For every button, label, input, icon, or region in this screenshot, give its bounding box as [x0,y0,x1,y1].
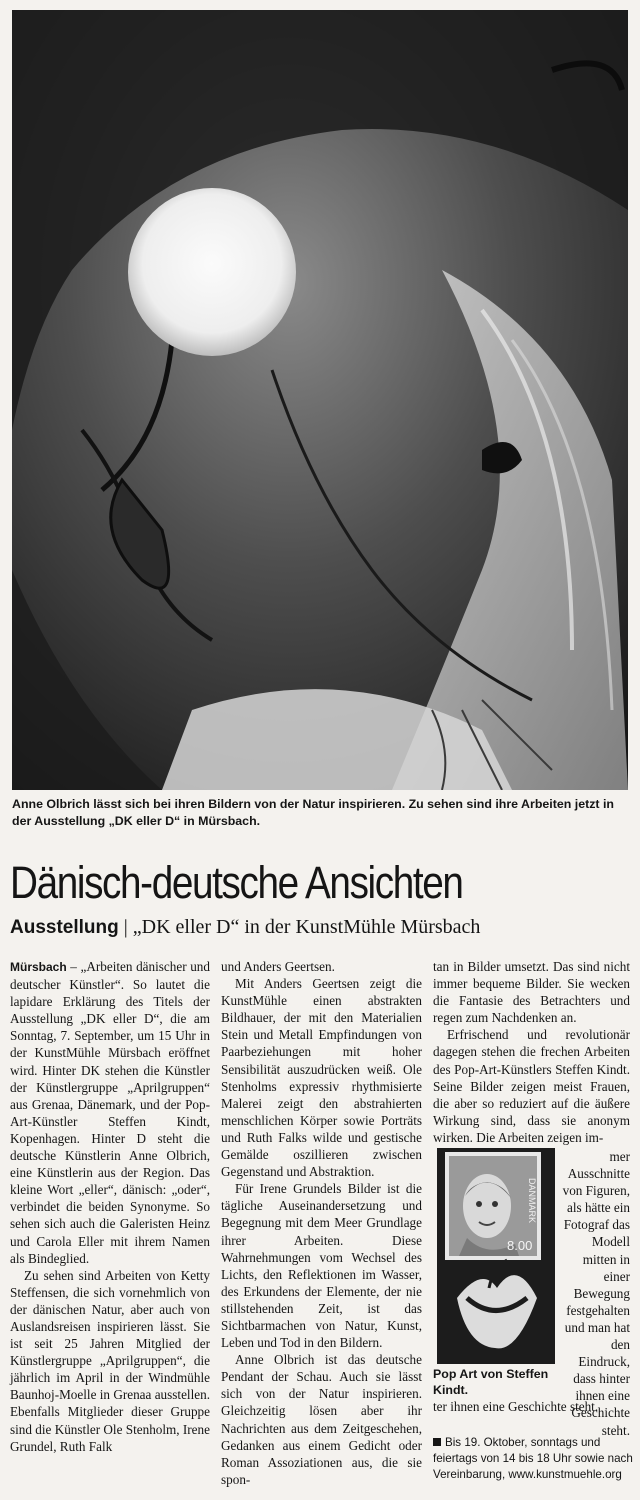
artwork-painting [12,10,628,790]
stamp-artwork-image [437,1148,555,1364]
paragraph-text: mer Ausschnitte von Figuren, als hätte ein Fotograf das Modell mitten in einer Bewegung festgehalten und man hat den Eindruck, dass hinter ihnen eine Geschichte steht. [562,1149,630,1438]
artwork-photo [12,10,628,790]
paragraph: Zu sehen sind Arbeiten von Ketty Steffensen, die sich vornehmlich von der dänischen Natur, aber auch von Auslandsreisen inspirieren lässt. Sie ist seit 25 Jahren Mitglied der Künstlergruppe „Aprilgruppen“, die jährlich im April in der Windmühle Baunhoj-Moelle in Grenaa ausstellen. Ebenfalls Mitglieder dieser Gruppe sind die Künstler Ole Stenholm, Irene Grundel, Ruth Falk [10,1267,210,1454]
subheadline-kicker: Ausstellung [10,917,119,938]
paragraph: tan in Bilder umsetzt. Das sind nicht immer bequeme Bilder. Sie wecken die Fantasie des Betrachters und regen zum Nachdenken an. [433,959,630,1026]
paragraph-text: – „Arbeiten dänischer und deutscher Künstler“. So lautet die lapidare Erklärung des Titels der Ausstellung „DK eller D“, die am Sonntag, 7. September, um 15 Uhr in der KunstMühle Mürsbach eröffnet wird. Hinter DK stehen die Künstler der Künstlergruppe „Aprilgruppen“ aus Grenaa, Dänemark, und der Pop-Art-Künstler Steffen Kindt, Kopenhagen. Hinter D steht die deutsche Künstlerin Anne Olbrich, eine Künstlerin aus der Region. Das kleine Wort „eller“, dänisch: „oder“, verbindet die beiden Synonyme. So sehen sich auch die Galeristen Heinz und Carola Eller mit ihrem Namen als Bindeglied. [10,959,210,1266]
paragraph: Mit Anders Geertsen zeigt die KunstMühle einen abstrakten Bildhauer, der mit den Materialien Stein und Metall Empfindungen von Paarbeziehungen mit hoher Sensibilität auszudrücken weiß. Ole Stenholms expressiv rhythmisierte Malerei zeigt den abstrahierten menschlichen Körper sowie Porträts und Ruth Falks wilde und gestische Gemälde oszillieren zwischen Gegenstand und Abstraktion. [221,976,422,1180]
stamp-value-text: 8.00 [507,1238,533,1253]
article-wrap-text [562,1148,630,1439]
exhibition-info-text: Bis 19. Oktober, sonntags und feiertags von 14 bis 18 Uhr sowie nach Vereinbarung, www.kunstmuehle.org [433,1436,633,1481]
headline: Dänisch-deutsche Ansichten [10,857,463,908]
paragraph: und Anders Geertsen. [221,959,335,974]
article-tail: ter ihnen eine Geschichte steht. [433,1399,599,1414]
paragraph: Für Irene Grundels Bilder ist die tägliche Auseinandersetzung und Begegnung mit dem Meer Grundlage ihrer Arbeiten. Diese Wahrnehmungen vom Wechsel des Lichts, den Reflektionen im Wasser, des Erkundens der Elemente, der nie stillstehenden Zeit, ist das Sichtbarmachen von Natur, Kunst, Leben und Tod in den Bildern. [221,1181,422,1351]
stamp-caption: Pop Art von Steffen Kindt. [433,1367,549,1397]
subheadline-separator: | [118,916,133,938]
dateline: Mürsbach [10,960,67,974]
article-column-2 [221,958,422,1488]
subheadline [10,914,634,941]
paragraph: Anne Olbrich ist das deutsche Pendant der Schau. Auch sie lässt sich von der Natur inspirieren. Gleichzeitig lösen aber ihr Nachrichten aus dem Zeitgeschehen, Gedanken aus einem Gedicht oder Roman Assoziationen aus, die sie spon- [221,1352,422,1487]
paragraph: Erfrischend und revolutionär dagegen stehen die frechen Arbeiten des Pop-Art-Künstlers Steffen Kindt. Seine Bilder zeigen meist Frauen, die aber so reduziert auf die äußere Wirkung sind, dass sie anonym wirken. Die Arbeiten zeigen im- [433,1027,630,1145]
stamp-country-text: DANMARK [527,1178,537,1224]
square-bullet-icon [433,1438,441,1446]
subheadline-text: „DK eller D“ in der KunstMühle Mürsbach [132,916,481,938]
exhibition-info [433,1435,633,1483]
paragraph [10,958,210,1267]
pop-art-stamp-illustration [437,1148,555,1364]
article-column-3 [433,958,630,1146]
photo-caption: Anne Olbrich lässt sich bei ihren Bildern von der Natur inspirieren. Zu sehen sind ihre Arbeiten jetzt in der Ausstellung „DK eller D“ in Mürsbach. [12,797,614,828]
article-column-1 [10,958,210,1455]
